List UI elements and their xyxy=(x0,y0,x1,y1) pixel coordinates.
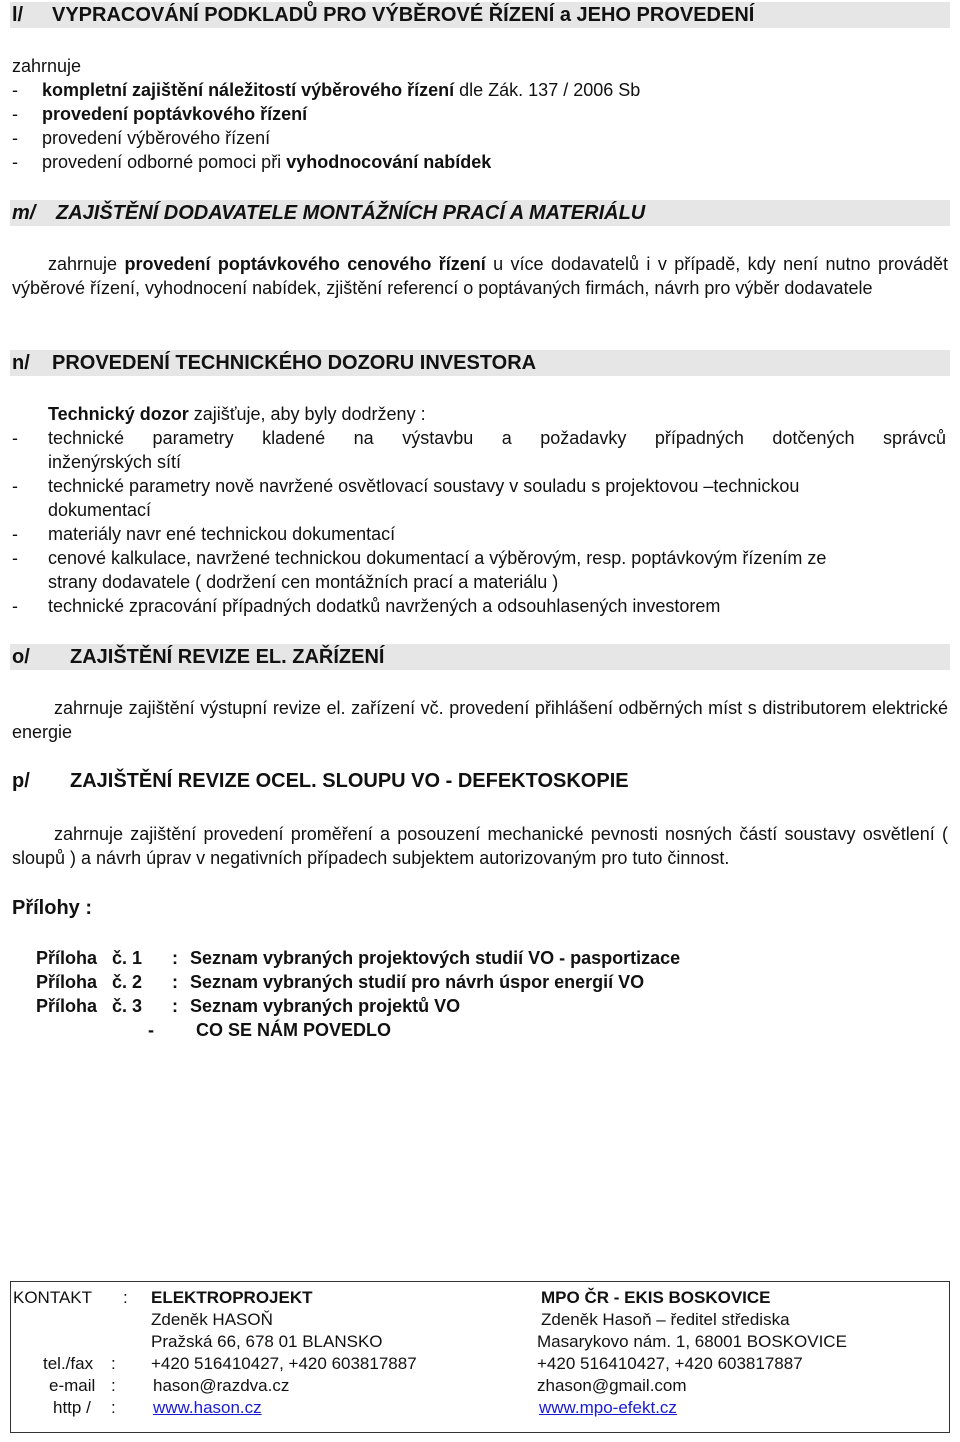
section-n-letter: n/ xyxy=(12,352,30,374)
left-company: ELEKTROPROJEKT xyxy=(151,1288,313,1307)
attachment-label: Příloha č. 1 xyxy=(36,948,143,968)
section-n-intro: Technický dozor zajišťuje, aby byly dodrženy : xyxy=(48,404,426,424)
section-l-title: VYPRACOVÁNÍ PODKLADŮ PRO VÝBĚROVÉ ŘÍZENÍ a JEHO PROVEDENÍ xyxy=(52,4,755,26)
attachment-sep: : xyxy=(172,948,178,968)
section-p-title: ZAJIŠTĚNÍ REVIZE OCEL. SLOUPU VO - DEFEKTOSKOPIE xyxy=(70,770,629,792)
section-m-paragraph: zahrnuje provedení poptávkového cenového řízení u více dodavatelů i v případě, kdy není nutno provádět výběrové řízení, vyhodnocení nabídek, zjištění referencí o poptávaných firmách, návrh pro výběr dodavatele xyxy=(12,254,949,298)
list-item-cont: strany dodavatele ( dodržení cen montážních prací a materiálu ) xyxy=(48,572,559,592)
email-label: e-mail xyxy=(49,1376,96,1395)
right-person: Zdeněk Hasoň – ředitel střediska xyxy=(541,1310,790,1329)
list-dash: - xyxy=(12,548,18,568)
section-n-title: PROVEDENÍ TECHNICKÉHO DOZORU INVESTORA xyxy=(52,352,537,374)
list-dash: - xyxy=(12,428,18,448)
attachments-heading: Přílohy : xyxy=(12,897,93,919)
email-colon: : xyxy=(111,1376,116,1395)
list-item: - provedení poptávkového řízení xyxy=(12,104,308,124)
section-p-letter: p/ xyxy=(12,770,30,792)
right-phone: +420 516410427, +420 603817887 xyxy=(537,1354,803,1373)
web-colon: : xyxy=(111,1398,116,1417)
section-o-letter: o/ xyxy=(12,646,30,668)
section-m-title: ZAJIŠTĚNÍ DODAVATELE MONTÁŽNÍCH PRACÍ A MATERIÁLU xyxy=(56,202,646,224)
attachment-label: Příloha č. 2 xyxy=(36,972,143,992)
left-person: Zdeněk HASOŇ xyxy=(151,1310,273,1329)
attachment-extra-dash: - xyxy=(148,1020,154,1040)
web-label: http / xyxy=(53,1398,91,1417)
section-p-paragraph: zahrnuje zajištění provedení proměření a posouzení mechanické pevnosti nosných částí soustavy osvětlení ( sloupů ) a návrh úprav v negativních případech subjektem autorizovaným pro tuto činnost. xyxy=(12,824,948,868)
attachment-text: Seznam vybraných studií pro návrh úspor energií VO xyxy=(190,972,645,992)
list-item: - provedení výběrového řízení xyxy=(12,128,271,148)
section-o-paragraph: zahrnuje zajištění výstupní revize el. zařízení vč. provedení přihlášení odběrných míst s distributorem elektrické energie xyxy=(12,698,948,742)
left-address: Pražská 66, 678 01 BLANSKO xyxy=(151,1332,383,1351)
section-l-intro: zahrnuje xyxy=(12,56,82,76)
right-email: zhason@gmail.com xyxy=(537,1376,687,1395)
list-item: technické parametry kladené na výstavbu a požadavky případných dotčených správců xyxy=(48,428,946,448)
list-item: technické zpracování případných dodatků navržených a odsouhlasených investorem xyxy=(48,596,721,616)
list-item: - provedení odborné pomoci při vyhodnocování nabídek xyxy=(12,152,492,172)
section-l-letter: l/ xyxy=(12,4,24,26)
attachment-extra-text: CO SE NÁM POVEDLO xyxy=(196,1020,392,1040)
attachment-sep: : xyxy=(172,972,178,992)
section-l-header xyxy=(10,2,950,28)
list-item: cenové kalkulace, navržené technickou dokumentací a výběrovým, resp. poptávkovým řízením ze xyxy=(48,548,827,568)
list-dash: - xyxy=(12,524,18,544)
attachment-text: Seznam vybraných projektů VO xyxy=(190,996,461,1016)
list-item-cont: inženýrských sítí xyxy=(48,452,182,472)
left-phone: +420 516410427, +420 603817887 xyxy=(151,1354,417,1373)
right-web-link[interactable]: www.mpo-efekt.cz xyxy=(539,1398,677,1417)
phone-label: tel./fax xyxy=(43,1354,94,1373)
right-company: MPO ČR - EKIS BOSKOVICE xyxy=(541,1288,771,1307)
contact-colon: : xyxy=(123,1288,128,1307)
contact-box xyxy=(10,1281,950,1433)
left-email: hason@razdva.cz xyxy=(153,1376,290,1395)
attachment-text: Seznam vybraných projektových studií VO - pasportizace xyxy=(190,948,681,968)
list-item-cont: dokumentací xyxy=(48,500,152,520)
list-dash: - xyxy=(12,596,18,616)
attachment-label: Příloha č. 3 xyxy=(36,996,143,1016)
list-item: technické parametry nově navržené osvětlovací soustavy v souladu s projektovou –technickou xyxy=(48,476,800,496)
attachment-sep: : xyxy=(172,996,178,1016)
section-o-title: ZAJIŠTĚNÍ REVIZE EL. ZAŘÍZENÍ xyxy=(70,646,385,668)
list-item: materiály navr ené technickou dokumentací xyxy=(48,524,396,544)
right-address: Masarykovo nám. 1, 68001 BOSKOVICE xyxy=(537,1332,847,1351)
left-web-link[interactable]: www.hason.cz xyxy=(153,1398,262,1417)
section-m-letter: m/ xyxy=(12,202,36,224)
list-dash: - xyxy=(12,476,18,496)
section-m-header xyxy=(10,200,950,226)
contact-label: KONTAKT xyxy=(13,1288,93,1307)
list-item: - kompletní zajištění náležitostí výběrového řízení dle Zák. 137 / 2006 Sb xyxy=(12,80,641,100)
section-o-header xyxy=(10,644,950,670)
section-n-header xyxy=(10,350,950,376)
phone-colon: : xyxy=(111,1354,116,1373)
